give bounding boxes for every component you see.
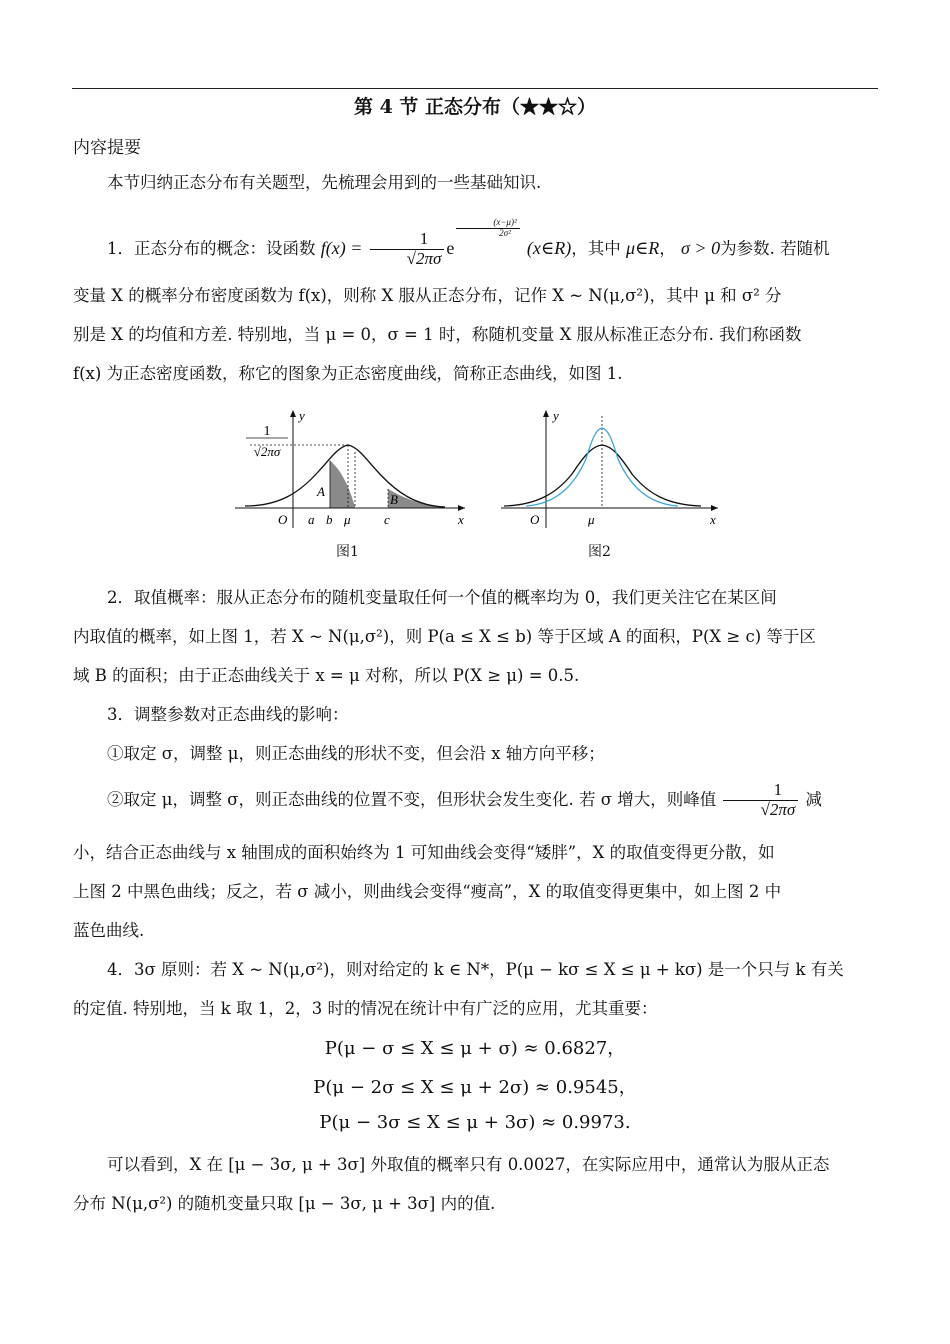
parameters-line-3-text: ②取定 μ，调整 σ，则正态曲线的位置不变，但形状会发生变化. 若 σ 增大，则峰值: [107, 790, 717, 809]
region-a-label: A: [317, 484, 325, 499]
origin-label: O: [530, 512, 540, 527]
definition-tail-2: ，: [659, 238, 676, 258]
region-b-label: B: [390, 492, 398, 507]
x-axis-label: x: [710, 512, 716, 527]
definition-line-3: 别是 X 的均值和方差. 特别地，当 μ = 0，σ = 1 时，称随机变量 X 服从标准正态分布. 我们称函数: [73, 325, 802, 344]
exp-base: e: [446, 237, 455, 258]
exponent-denominator: 2σ²: [499, 227, 511, 238]
three-sigma-line-1: 4．3σ 原则：若 X ~ N(μ,σ²)，则对给定的 k ∈ N*，P(μ − kσ ≤ X ≤ μ + kσ) 是一个只与 k 有关: [107, 960, 844, 979]
peak-label-den: √2πσ: [253, 444, 281, 459]
domain-condition: (x∈R): [526, 237, 572, 258]
y-axis-arrow: [543, 410, 549, 417]
probability-line-3: 域 B 的面积；由于正态曲线关于 x = μ 对称，所以 P(X ≥ μ) = 0.5.: [73, 666, 580, 685]
tick-label-a: a: [308, 512, 315, 527]
definition-tail-1: ，其中: [571, 238, 621, 258]
equation-two-sigma: P(μ − 2σ ≤ X ≤ μ + 2σ) ≈ 0.9545，: [313, 1077, 637, 1098]
probability-line-1: 2．取值概率：服从正态分布的随机变量取任何一个值的概率均为 0，我们更关注它在某区间: [107, 588, 777, 607]
parameters-line-3: [73, 778, 879, 822]
parameters-line-1: 3．调整参数对正态曲线的影响：: [107, 705, 349, 724]
intro-paragraph: 本节归纳正态分布有关题型，先梳理会用到的一些基础知识.: [107, 173, 542, 192]
definition-tail-3: 为参数. 若随机: [720, 238, 830, 258]
density-denominator: √2πσ: [406, 248, 442, 268]
exponent-numerator: (x−μ)²: [456, 218, 519, 229]
y-axis-label: y: [299, 408, 305, 423]
density-numerator: 1: [370, 230, 445, 250]
tick-label-c: c: [384, 512, 390, 527]
definition-line-1: [73, 218, 879, 269]
tick-label-mu: μ: [588, 512, 595, 527]
equation-three-sigma: P(μ − 3σ ≤ X ≤ μ + 3σ) ≈ 0.9973.: [319, 1112, 631, 1133]
function-fx: f(x) =: [320, 237, 363, 258]
conclusion-line-2: 分布 N(μ,σ²) 的随机变量只取 [μ − 3σ, μ + 3σ] 内的值.: [73, 1194, 496, 1213]
definition-lead: 1．正态分布的概念：设函数: [107, 238, 316, 258]
x-axis-arrow: [711, 505, 718, 511]
x-axis-arrow: [458, 505, 465, 511]
figure-1-normal-curve: [230, 404, 475, 534]
three-sigma-line-2: 的定值. 特别地，当 k 取 1，2，3 时的情况在统计中有广泛的应用，尤其重要：: [73, 999, 658, 1018]
section-subhead: 内容提要: [73, 138, 141, 158]
probability-line-2: 内取值的概率，如上图 1，若 X ~ N(μ,σ²)，则 P(a ≤ X ≤ b) 等于区域 A 的面积，P(X ≥ c) 等于区: [73, 627, 816, 646]
definition-line-2: 变量 X 的概率分布密度函数为 f(x)，则称 X 服从正态分布，记作 X ~ N(μ,σ²)，其中 μ 和 σ² 分: [73, 286, 782, 305]
mu-in-reals: μ∈R: [625, 237, 660, 258]
wide-curve: [504, 445, 701, 506]
tick-label-mu: μ: [344, 512, 351, 527]
parameters-line-5: 上图 2 中黑色曲线；反之，若 σ 减小，则曲线会变得“瘦高”，X 的取值变得更集中，如上图 2 中: [73, 882, 782, 901]
conclusion-line-1: 可以看到，X 在 [μ − 3σ, μ + 3σ] 外取值的概率只有 0.0027，在实际应用中，通常认为服从正态: [107, 1155, 830, 1174]
equation-one-sigma: P(μ − σ ≤ X ≤ μ + σ) ≈ 0.6827，: [324, 1038, 626, 1059]
region-a-shading: [330, 461, 355, 509]
y-axis-label: y: [553, 408, 559, 423]
tick-label-b: b: [326, 512, 333, 527]
figure-1-caption: 图1: [336, 544, 359, 560]
peak-value-fraction: [723, 781, 798, 819]
parameters-line-6: 蓝色曲线.: [73, 921, 145, 940]
parameters-line-4: 小，结合正态曲线与 x 轴围成的面积始终为 1 可知曲线会变得“矮胖”，X 的取值变得更分散，如: [73, 843, 775, 862]
peak-value-numerator: 1: [723, 781, 798, 801]
figure-2-variance-comparison: [496, 404, 726, 534]
parameters-line-2: ①取定 σ，调整 μ，则正态曲线的形状不变，但会沿 x 轴方向平移；: [107, 744, 605, 763]
origin-label: O: [278, 512, 288, 527]
sigma-condition: σ > 0: [681, 237, 721, 258]
x-axis-label: x: [458, 512, 464, 527]
density-fraction: [370, 230, 445, 268]
peak-label-num: 1: [263, 424, 271, 439]
exponent-fraction: [456, 218, 519, 239]
page-title: 第 4 节 正态分布（★★☆）: [353, 96, 597, 118]
figure-2-caption: 图2: [588, 544, 611, 560]
header-rule: [72, 88, 878, 89]
definition-line-4: f(x) 为正态密度函数，称它的图象为正态密度曲线，简称正态曲线，如图 1.: [73, 364, 623, 383]
peak-value-denominator: √2πσ: [760, 800, 796, 819]
parameters-line-3-tail: 减: [805, 790, 822, 809]
y-axis-arrow: [290, 410, 296, 417]
